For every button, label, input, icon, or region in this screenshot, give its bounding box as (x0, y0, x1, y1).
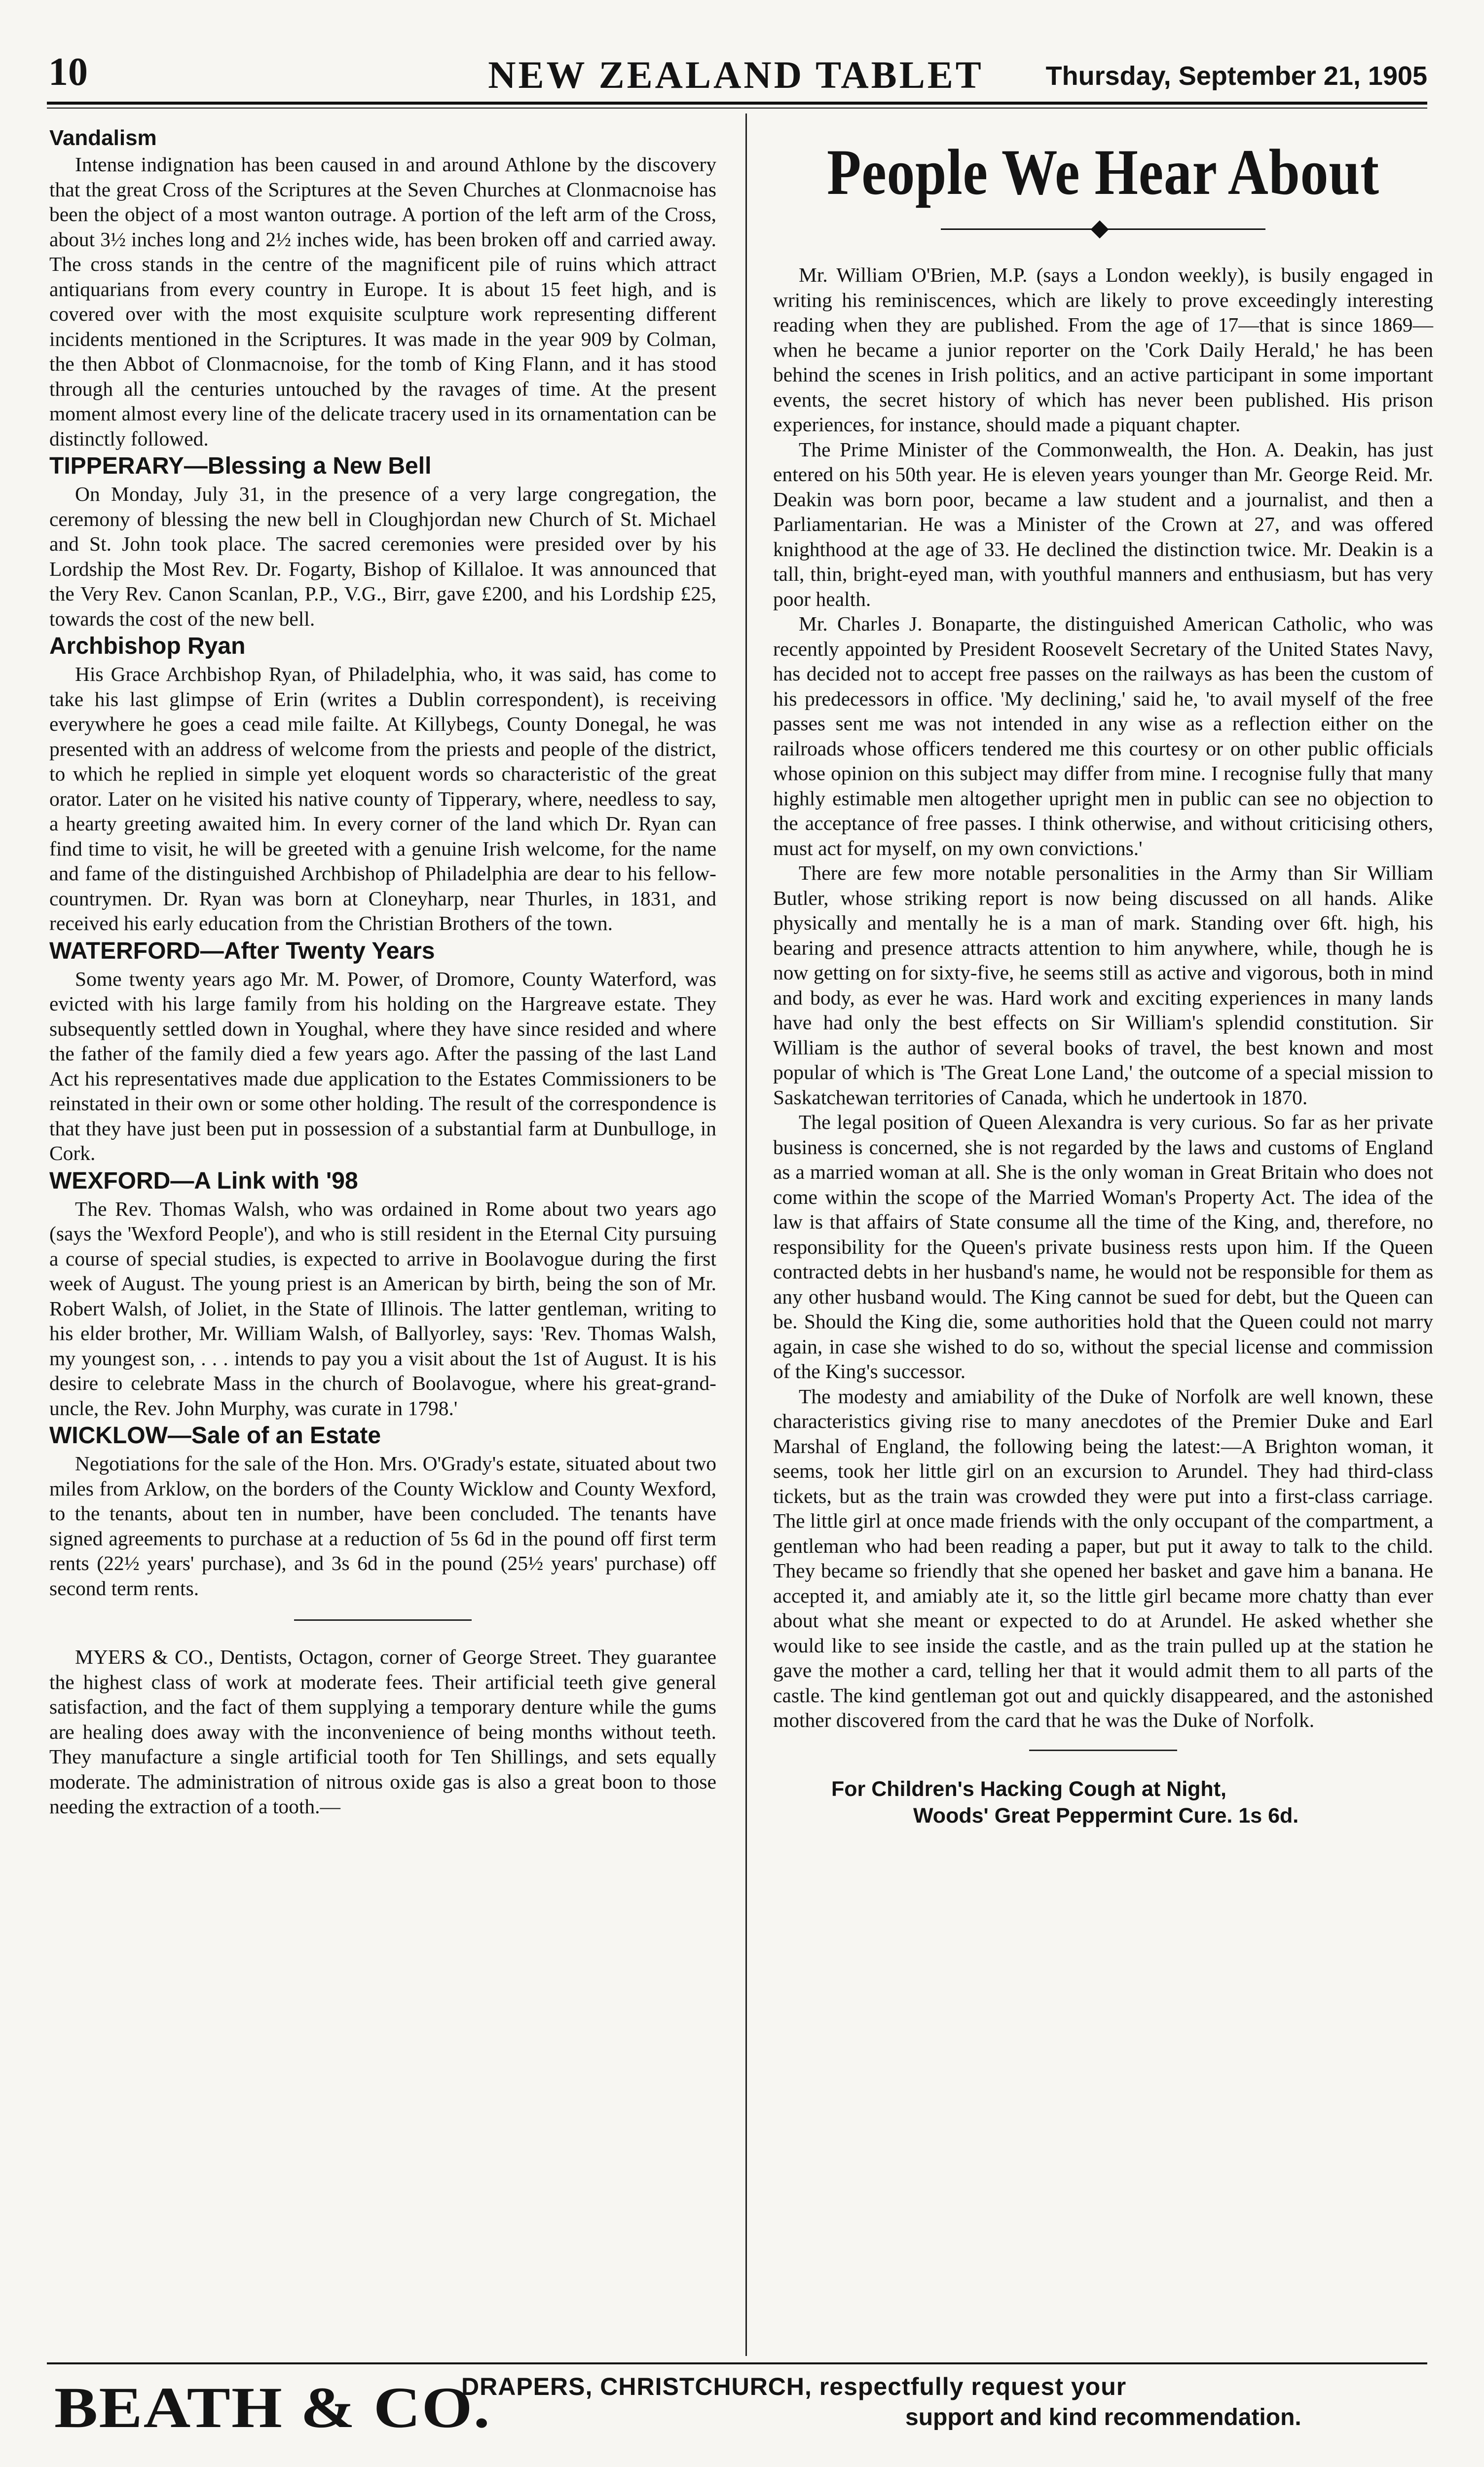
diamond-ornament-icon (1091, 221, 1109, 239)
people-paragraph: The Prime Minister of the Commonwealth, the Hon. A. Deakin, has just entered on his 50th year. He is eleven years younger than Mr. George Reid. Mr. Deakin was born poor, became a law student and a journalist, and then a Parliamentarian. He was a Minister of the Crown at 27, and was offered knighthood at the age of 33. He declined the distinction twice. Mr. Deakin is a tall, thin, bright-eyed man, with youthful manners and enthusiasm, but has very poor health. (773, 438, 1433, 610)
article-heading-wicklow: WICKLOW—Sale of an Estate (49, 1422, 381, 1449)
masthead-rule (47, 102, 1427, 105)
advert-beath-line2: support and kind recommendation. (905, 2404, 1301, 2430)
people-paragraph: Mr. William O'Brien, M.P. (says a London weekly), is busily engaged in writing his reminiscences, which are likely to prove exceedingly interesting reading when they are published. From the age of 17—that is since 1869—when he became a junior reporter on the 'Cork Daily Herald,' he has been behind the scenes in Irish politics, and an active participant in some important events, the secret history of which has never been published. His prison experiences, for instance, should made a piquant chapter. (773, 263, 1433, 436)
people-paragraph: The legal position of Queen Alexandra is very curious. So far as her private business is concerned, she is not regarded by the laws and customs of England as a married woman at all. She is the only woman in Great Britain who does not come within the scope of the Married Woman's Property Act. The idea of the law is that affairs of State consume all the time of the King, and, therefore, no responsibility for the Queen's private business rests upon him. If the Queen contracted debts in her husband's name, he would not be responsible for them as any other husband would. The King cannot be sued for debt, but the Queen can be. Should the King die, some authorities hold that the Queen could not marry again, in case she wished to do so, without the special license and commission of the King's successor. (773, 1111, 1433, 1383)
page-number: 10 (48, 50, 88, 94)
masthead-rule-thin (47, 108, 1427, 109)
people-paragraph: Mr. Charles J. Bonaparte, the distinguished American Catholic, who was recently appointed by President Roosevelt Secretary of the United States Navy, has decided not to accept free passes on the railways as has been the custom of his predecessors in office. 'My declining,' said he, 'to avail myself of the free passes sent me was not intended in any wise as a reflection either on the railroads whose officers tendered me this courtesy or on other public officials whose opinion on this subject may differ from mine. I recognise fully that many highly estimable men altogether upright men in public can see no objection to the acceptance of free passes. I think otherwise, and without criticising others, must act for myself, on my own convictions.' (773, 612, 1433, 860)
issue-date: Thursday, September 21, 1905 (1045, 61, 1427, 91)
article-wexford: The Rev. Thomas Walsh, who was ordained in Rome about two years ago (says the 'Wexford People'), and who is still resident in the Eternal City pursuing a course of special studies, is expected to arrive in Boolavogue during the first week of August. The young priest is an American by birth, being the son of Mr. Robert Walsh, of Joliet, in the State of Illinois. The latter gentleman, writing to his elder brother, Mr. William Walsh, of Ballyorley, says: 'Rev. Thomas Walsh, my youngest son, . . . intends to pay you a visit about the 1st of August. It is his desire to celebrate Mass in the church of Boolavogue, where his great-grand-uncle, the Rev. John Murphy, was curate in 1798.' (49, 1197, 716, 1420)
people-paragraph: The modesty and amiability of the Duke of Norfolk are well known, these characteristics giving rise to many anecdotes of the Premier Duke and Earl Marshal of England, the following being the latest:—A Brighton woman, it seems, took her little girl on an excursion to Arundel. They had third-class tickets, but as the train was crowded they were put into a first-class carriage. The little girl at once made friends with the only occupant of the compartment, a gentleman who had been reading a paper, but put it away to talk to the child. They became so friendly that she opened her basket and gave him a banana. He accepted it, and amiably ate it, so the little girl became more chatty than ever about what she meant or expected to do at Arundel. He asked whether she would like to see inside the castle, and as the train pulled up at the station he gave the mother a card, telling her that it would admit them to all parts of the castle. The kind gentleman got out and quickly disappeared, and the astonished mother discovered from the card that he was the Duke of Norfolk. (773, 1384, 1433, 1731)
article-heading-waterford: WATERFORD—After Twenty Years (49, 937, 435, 964)
section-rule (294, 1619, 472, 1621)
section-rule (1029, 1750, 1177, 1751)
article-heading-tipperary: TIPPERARY—Blessing a New Bell (49, 453, 432, 479)
article-tipperary: On Monday, July 31, in the presence of a very large congregation, the ceremony of blessing the new bell in Cloughjordan new Church of St. Michael and St. John took place. The sacred ceremonies were presided over by his Lordship the Most Rev. Dr. Fogarty, Bishop of Killaloe. It was announced that the Very Rev. Canon Scanlan, P.P., V.G., Birr, gave £200, and his Lordship £25, towards the cost of the new bell. (49, 483, 716, 630)
article-heading-vandalism: Vandalism (49, 126, 157, 150)
title-ornament (773, 215, 1433, 243)
publication-title: NEW ZEALAND TABLET (488, 53, 984, 96)
article-wicklow: Negotiations for the sale of the Hon. Mrs. O'Grady's estate, situated about two miles from Arklow, on the borders of the County Wicklow and County Wexford, to the tenants, about ten in number, have been concluded. The tenants have signed agreements to purchase at a reduction of 5s 6d in the pound off first term rents (22½ years' purchase), and 3s 6d in the pound (25½ years' purchase) off second term rents. (49, 1452, 716, 1600)
masthead (44, 47, 1427, 101)
advert-myers-dentists: MYERS & CO., Dentists, Octagon, corner of George Street. They guarantee the highest class of work at moderate fees. Their artificial teeth give general satisfaction, and the fact of them supplying a temporary denture while the gums are healing does away with the inconvenience of being months without teeth. They manufacture a single artificial tooth for Ten Shillings, and sets equally moderate. The administration of nitrous oxide gas is also a great boon to those needing the extraction of a tooth.— (49, 1645, 716, 1818)
advert-cough-line2: Woods' Great Peppermint Cure. 1s 6d. (913, 1803, 1299, 1828)
advert-beath-name: BEATH & CO. (54, 2375, 491, 2440)
footer-rule (47, 2362, 1427, 2364)
right-column (773, 124, 1433, 1829)
article-heading-wexford: WEXFORD—A Link with '98 (49, 1167, 358, 1194)
article-vandalism: Intense indignation has been caused in and around Athlone by the discovery that the great Cross of the Scriptures at the Seven Churches at Clonmacnoise has been the object of a most wanton outrage. A portion of the left arm of the Cross, about 3½ inches long and 2½ inches wide, has been broken off and carried away. The cross stands in the centre of the magnificent pile of ruins which attract antiquarians from every country in Europe. It is about 15 feet high, and is covered over with the most exquisite sculpture work representing different incidents mentioned in the Scriptures. It was made in the year 909 by Colman, the then Abbot of Clonmacnoise, for the tomb of King Flann, and it has stood through all the centuries untouched by the ravages of time. At the present moment almost every line of the delicate tracery used in its ornamentation can be distinctly followed. (49, 153, 716, 450)
article-archbishop: His Grace Archbishop Ryan, of Philadelphia, who, it was said, has come to take his last glimpse of Erin (writes a Dublin correspondent), is receiving everywhere he goes a cead mile failte. At Killybegs, County Donegal, he was presented with an address of welcome from the priests and people of the district, to which he replied in simple yet eloquent words so characteristic of the great orator. Later on he visited his native county of Tipperary, where, needless to say, a hearty greeting awaited him. In every corner of the land which Dr. Ryan can find time to visit, he will be greeted with a genuine Irish welcome, for the name and fame of the distinguished Archbishop of Philadelphia are dear to his fellow-countrymen. Dr. Ryan was born at Cloneyharp, near Thurles, in 1831, and received his early education from the Christian Brothers of the town. (49, 663, 716, 934)
column-divider (745, 113, 747, 2356)
advert-beath-line1: DRAPERS, CHRISTCHURCH, respectfully request your (461, 2373, 1127, 2400)
article-heading-archbishop: Archbishop Ryan (49, 633, 246, 659)
article-waterford: Some twenty years ago Mr. M. Power, of Dromore, County Waterford, was evicted with his large family from his holding on the Hargreave estate. They subsequently settled down in Youghal, where they have since resided and where the father of the family died a few years ago. After the passing of the last Land Act his representatives made due application to the Estates Commissioners to be reinstated in their own or some other holding. The result of the correspondence is that they have just been put in possession of a substantial farm at Dunbulloge, in Cork. (49, 967, 716, 1164)
people-paragraph: There are few more notable personalities in the Army than Sir William Butler, whose striking report is now being discussed on all hands. Alike physically and mentally he is a man of mark. Standing over 6ft. high, his bearing and presence attracts attention to him anywhere, while, though he is now getting on for sixty-five, he seems still as active and vigorous, both in mind and body, as ever he was. Hard work and exciting experiences in many lands have had only the best effects on Sir William's splendid constitution. Sir William is the author of several books of travel, the best known and most popular of which is 'The Great Lone Land,' the outcome of a special mission to Saskatchewan territories of Canada, which he undertook in 1870. (773, 861, 1433, 1109)
left-column (49, 124, 716, 1819)
section-title: People We Hear About (827, 136, 1379, 208)
advert-cough-line1: For Children's Hacking Cough at Night, (831, 1777, 1226, 1801)
